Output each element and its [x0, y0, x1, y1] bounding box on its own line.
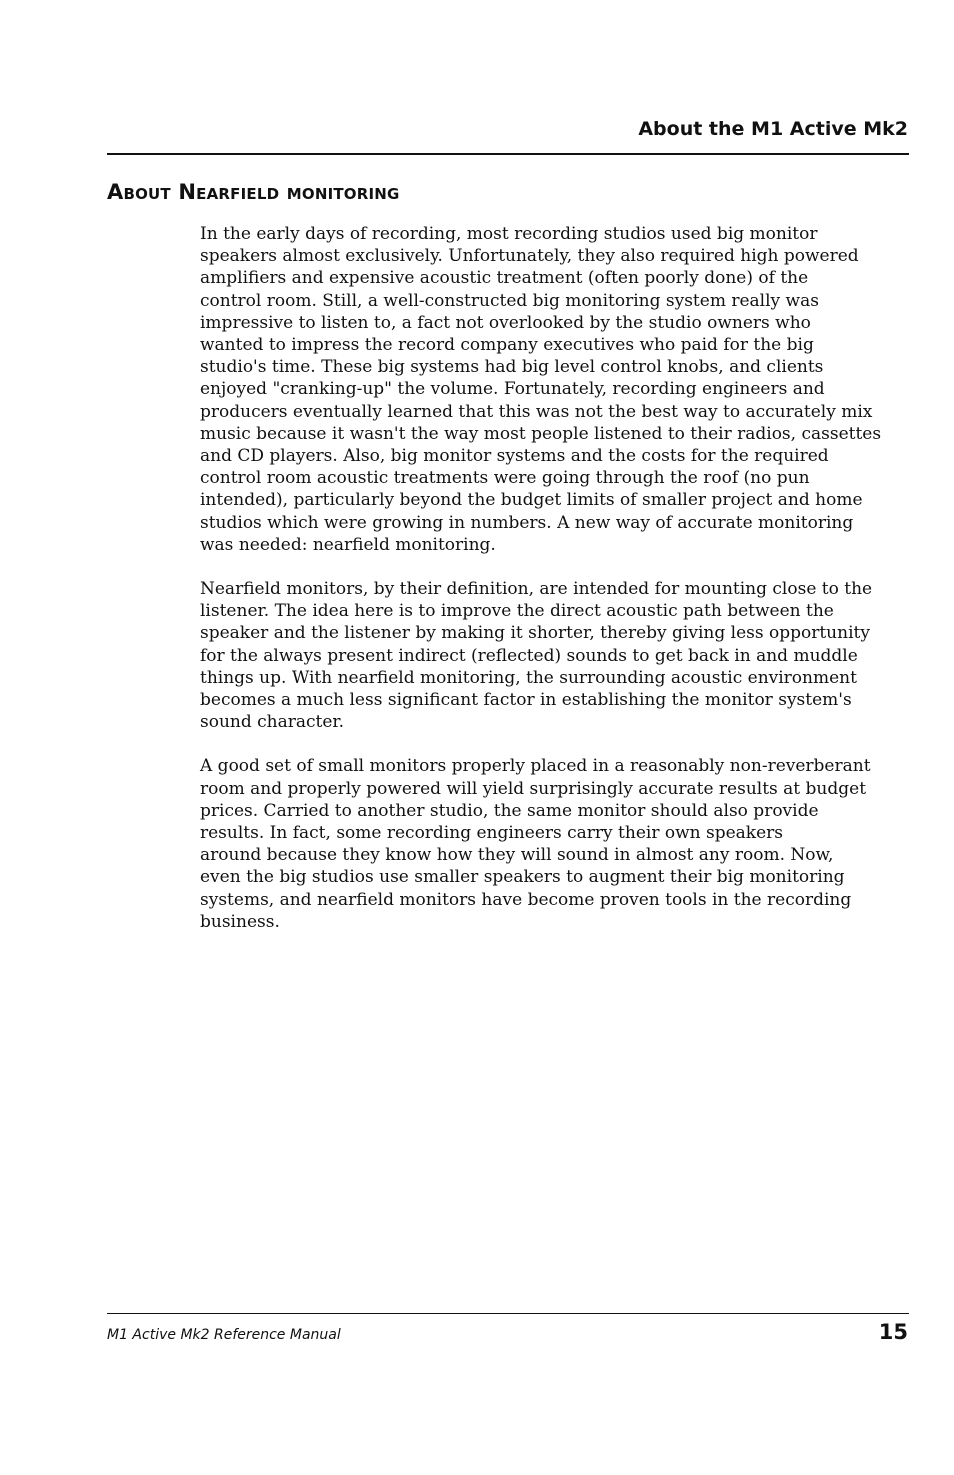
header-divider [107, 153, 909, 155]
paragraph-small-monitors: A good set of small monitors properly placed in a reasonably non-reverberant room and properly powered will yield surprisingly accurate results at budget prices. Carried to another studio, the same monitor should also provide results. In fact, some recording engineers carry their own speakers around because they know how they will sound in almost any room. Now, even the big studios use smaller speakers to augment their big monitoring systems, and nearfield monitors have become proven tools in the recording business. [200, 756, 871, 932]
body-text [200, 223, 912, 955]
footer-divider [107, 1313, 909, 1314]
paragraph-history: In the early days of recording, most recording studios used big monitor speakers almost exclusively. Unfortunately, they also required high powered amplifiers and expensive acoustic treatment (often poorly done) of the control room. Still, a well-constructed big monitoring system really was impressive to listen to, a fact not overlooked by the studio owners who wanted to impress the record company executives who paid for the big studio's time. These big systems had big level control knobs, and clients enjoyed "cranking-up" the volume. Fortunately, recording engineers and producers eventually learned that this was not the best way to accurately mix music because it wasn't the way most people listened to their radios, cassettes and CD players. Also, big monitor systems and the costs for the required control room acoustic treatments were going through the roof (no pun intended), particularly beyond the budget limits of smaller project and home studios which were growing in numbers. A new way of accurate monitoring was needed: nearfield monitoring. [200, 224, 882, 555]
paragraph-definition: Nearfield monitors, by their definition, are intended for mounting close to the listener. The idea here is to improve the direct acoustic path between the speaker and the listener by making it shorter, thereby giving less opportunity for the always present indirect (reflected) sounds to get back in and muddle things up. With nearfield monitoring, the surrounding acoustic environment becomes a much less significant factor in establishing the monitor system's sound character. [200, 579, 873, 733]
section-title: About Nearfield monitoring [107, 180, 400, 204]
page-number: 15 [878, 1320, 908, 1344]
running-header: About the M1 Active Mk2 [638, 118, 908, 140]
footer-manual-title: M1 Active Mk2 Reference Manual [107, 1327, 341, 1343]
